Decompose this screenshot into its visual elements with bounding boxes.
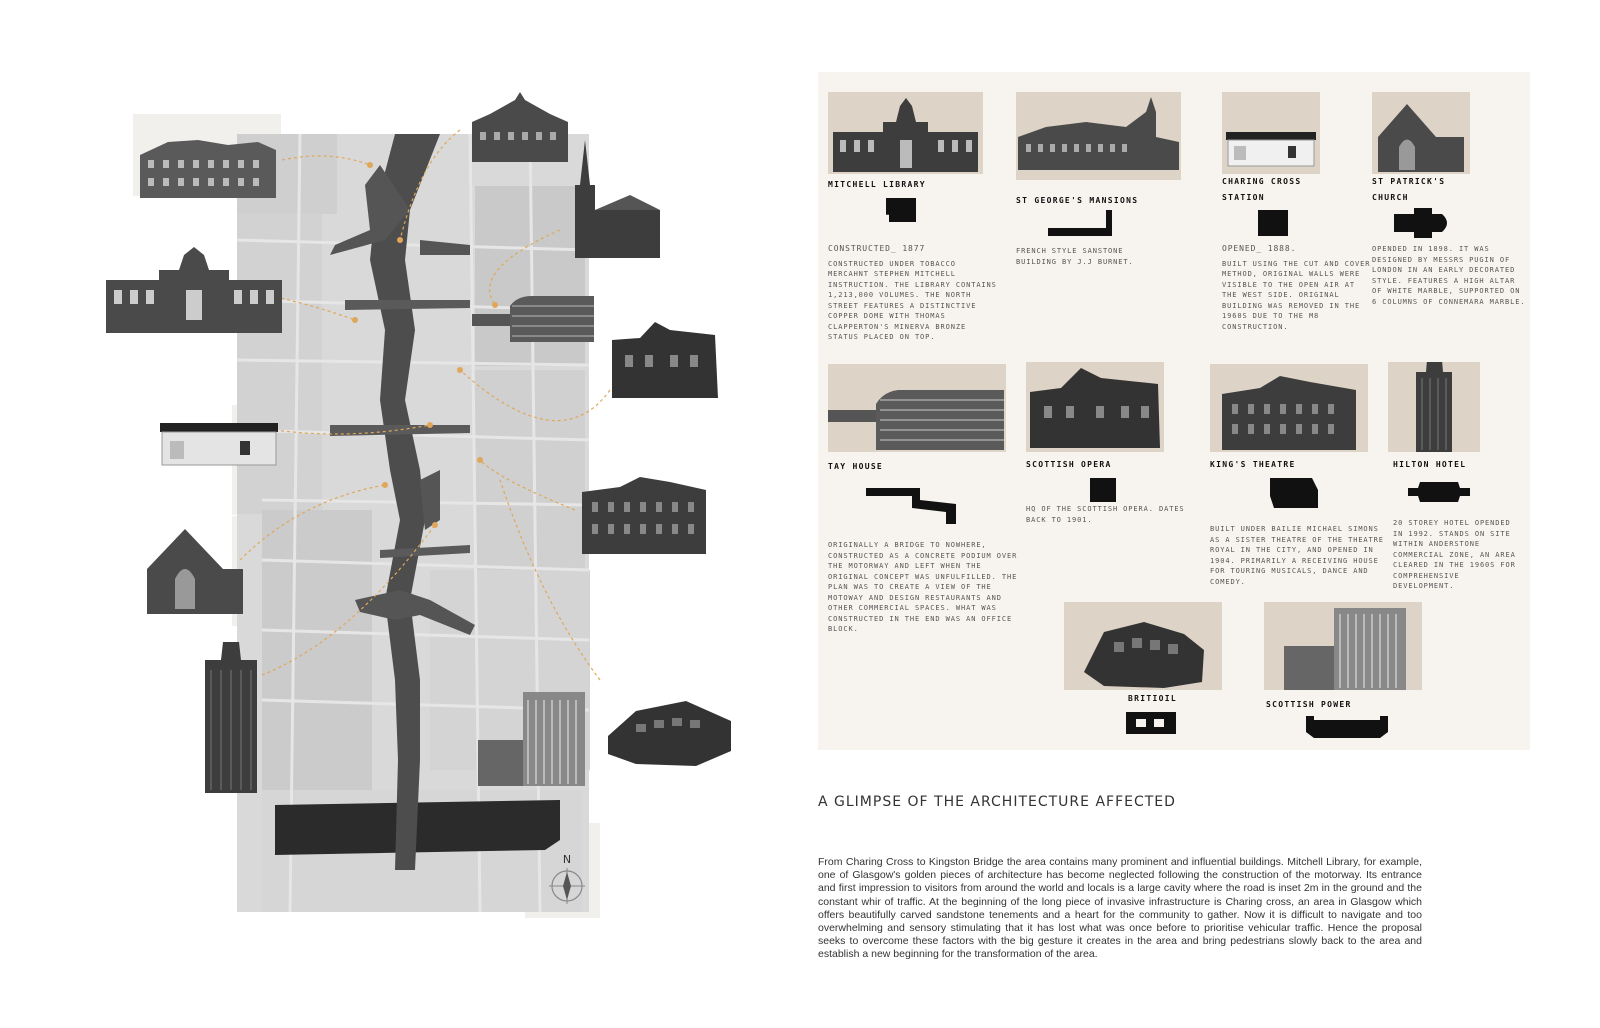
hilton-hotel-name: HILTON HOTEL [1393,460,1467,469]
mitchell-library-footprint [886,198,916,222]
hilton-hotel-footprint [1406,478,1472,506]
britoil-name: BRITIOIL [1128,694,1177,703]
charing-cross-station-footprint [1258,210,1288,236]
map-collage [0,0,780,1028]
photo-charing-cross-station [1222,92,1320,174]
compass-icon [548,866,586,906]
st-patricks-church-footprint [1392,206,1454,240]
st-georges-mansions-name: ST GEORGE'S MANSIONS [1016,196,1139,205]
photo-hilton-hotel [1388,362,1480,452]
building-catalogue [818,72,1530,750]
photo-tay-house [828,364,1006,452]
photo-st-patricks-church [1372,92,1470,174]
charing-cross-station-name: CHARING CROSS STATION [1222,177,1302,202]
st-patricks-church-description: OPENDED IN 1898. IT WAS DESIGNED BY MESSRS PUGIN OF LONDON IN AN EARLY DECORATED STYLE. FEATURES A HIGH ALTAR OF WHITE MARBLE, SUPPORTED ON 6 COLUMNS OF CONNEMARA MARBLE. [1372,245,1526,306]
north-arrow [548,853,586,911]
mitchell-library-date: CONSTRUCTED_ 1877 [828,244,926,253]
map-britoil [606,696,736,768]
photo-mitchell-library [828,92,983,174]
scottish-power-name: SCOTTISH POWER [1266,700,1352,709]
section-heading: A GLIMPSE OF THE ARCHITECTURE AFFECTED [818,794,1176,810]
charing-cross-station-description: OPENED_ 1888. BUILT USING THE CUT AND COVER METHOD, ORIGINAL WALLS WERE VISIBLE TO THE OPEN AIR AT THE WEST SIDE. ORIGINAL BUILDING WAS REMOVED IN THE 1960S DUE TO THE M8 CONSTRUCTION. [1222,244,1371,331]
north-label: N [562,853,572,866]
map-charing-cross-station [160,423,280,467]
map-scottish-power [478,692,586,788]
map-st-georges-mansions [138,130,278,202]
kings-theatre-name: KING'S THEATRE [1210,460,1296,469]
charing-cross-station-date: OPENED_ 1888. [1222,244,1297,253]
britoil-footprint [1124,710,1178,736]
map-mitchell-library [104,245,284,335]
photo-britoil [1064,602,1222,690]
map-hilton-hotel [201,640,261,795]
scottish-opera-footprint [1090,478,1116,502]
tay-house-footprint [864,482,964,526]
map-tay-house [472,296,597,344]
kings-theatre-description: BUILT UNDER BAILIE MICHAEL SIMONS AS A SISTER THEATRE OF THE THEATRE ROYAL IN THE CITY, AND OPENED IN 1904. PRIMARILY A RECEIVING HOUSE FOR TOURING MUSICALS, DANCE AND COMEDY. [1210,525,1384,586]
mitchell-library-description: CONSTRUCTED_ 1877 CONSTRUCTED UNDER TOBACCO MERCAHNT STEPHEN MITCHELL INSTRUCTION. THE LIBRARY CONTAINS 1,213,000 VOLUMES. THE NORTH STREET FEATURES A DISTINCTIVE COPPER DOME WITH THOMAS CLAPPERTON'S MINERVA BRONZE STATUS PLACED ON TOP. [828,244,997,341]
photo-st-georges-mansions [1016,92,1181,180]
scottish-opera-name: SCOTTISH OPERA [1026,460,1112,469]
st-patricks-church-name: ST PATRICK'S CHURCH [1372,177,1446,202]
map-st-patricks-church [145,524,245,616]
map-st-patricks-spire [555,140,665,260]
tay-house-name: TAY HOUSE [828,462,884,471]
kings-theatre-footprint [1268,476,1324,510]
st-georges-mansions-footprint [1046,208,1116,238]
scottish-power-footprint [1304,714,1390,740]
photo-kings-theatre [1210,364,1368,452]
photo-scottish-opera [1026,362,1164,452]
map-scottish-opera [610,320,720,400]
tay-house-description: ORIGINALLY A BRIDGE TO NOWHERE, CONSTRUCTED AS A CONCRETE PODIUM OVER THE MOTORWAY AND LEFT WHEN THE ORIGINAL CONCEPT WAS UNFULFILLED. THE PLAN WAS TO CREATE A VIEW OF THE MOTOWAY AND DESIGN RESTAURANTS AND OTHER COMMERCIAL SPACES. WHAT WAS CONSTRUCTED IN THE END WAS AN OFFICE BLOCK. [828,541,1018,633]
hilton-hotel-description: 20 STOREY HOTEL OPENDED IN 1992. STANDS ON SITE WITHIN ANDERSTONE COMMERCIAL ZONE, AN AREA CLEARED IN THE 1960S FOR COMPREHENSIVE DEVELOPMENT. [1393,519,1516,590]
section-body: From Charing Cross to Kingston Bridge the area contains many prominent and influential buildings. Mitchell Library, for example, one of Glasgow's golden pieces of architecture has become neglected following the construction of the motorway. Its entrance and first impression to visitors from around the world and locals is a large cavity where the road is inset 2m in the ground and the constant whir of traffic. At the beginning of the long piece of invasive infrastructure is Charing cross, an area in Glasgow which offers beautifully carved sandstone tenements and a heart for the community to gather. Now it is difficult to navigate and too overwhelming and sensory stimulating that it has lost what was once before to prioritise vehicular traffic. Hence the proposal seeks to overcome these factors with the big gesture it creates in the area and bring pedestrians slowly back to the area and establish a new beginning for the transformation of the area. [818,856,1422,961]
mitchell-library-name: MITCHELL LIBRARY [828,180,926,189]
photo-scottish-power [1264,602,1422,690]
st-georges-mansions-description: FRENCH STYLE SANSTONE BUILDING BY J.J BURNET. [1016,247,1134,266]
map-kings-theatre [580,472,708,556]
scottish-opera-description: HQ OF THE SCOTTISH OPERA. DATES BACK TO 1901. [1026,505,1185,524]
